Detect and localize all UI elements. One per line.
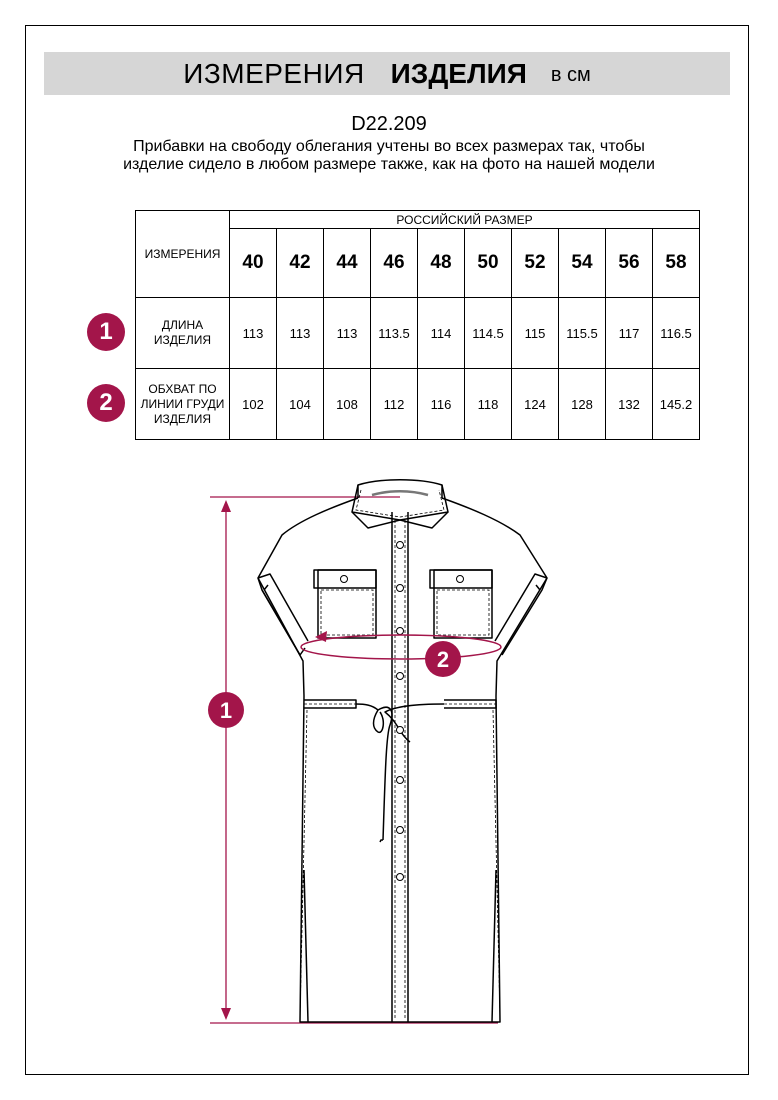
size-cell: 54 bbox=[559, 229, 606, 298]
value-cell: 102 bbox=[230, 369, 277, 440]
size-cell: 50 bbox=[465, 229, 512, 298]
value-cell: 115 bbox=[512, 298, 559, 369]
row-1-badge: 1 bbox=[87, 313, 125, 351]
value-cell: 108 bbox=[324, 369, 371, 440]
value-cell: 114.5 bbox=[465, 298, 512, 369]
value-cell: 117 bbox=[606, 298, 653, 369]
value-cell: 124 bbox=[512, 369, 559, 440]
row-label: ДЛИНА ИЗДЕЛИЯ bbox=[136, 298, 230, 369]
size-cell: 44 bbox=[324, 229, 371, 298]
value-cell: 116 bbox=[418, 369, 465, 440]
value-cell: 132 bbox=[606, 369, 653, 440]
drawing-badge-2 bbox=[425, 641, 461, 677]
measure-header: ИЗМЕРЕНИЯ bbox=[136, 211, 230, 298]
title-bold: ИЗДЕЛИЯ bbox=[390, 57, 527, 89]
value-cell: 112 bbox=[371, 369, 418, 440]
value-cell: 113 bbox=[277, 298, 324, 369]
size-cell: 46 bbox=[371, 229, 418, 298]
row-2-badge: 2 bbox=[87, 384, 125, 422]
size-group-header: РОССИЙСКИЙ РАЗМЕР bbox=[230, 211, 700, 229]
value-cell: 113 bbox=[324, 298, 371, 369]
value-cell: 113.5 bbox=[371, 298, 418, 369]
drawing-badge-2-label: 2 bbox=[436, 647, 450, 672]
drawing-badge-1 bbox=[208, 692, 244, 728]
size-cell: 56 bbox=[606, 229, 653, 298]
value-cell: 118 bbox=[465, 369, 512, 440]
value-cell: 104 bbox=[277, 369, 324, 440]
size-cell: 48 bbox=[418, 229, 465, 298]
value-cell: 115.5 bbox=[559, 298, 606, 369]
length-measure bbox=[210, 497, 498, 1023]
fit-note: Прибавки на свободу облегания учтены во всех размерах так, чтобы изделие сидело в любом размере также, как на фото на нашей модели bbox=[123, 138, 655, 173]
size-cell: 52 bbox=[512, 229, 559, 298]
dress-outline bbox=[258, 480, 547, 1022]
value-cell: 128 bbox=[559, 369, 606, 440]
size-cell: 58 bbox=[653, 229, 700, 298]
size-cell: 42 bbox=[277, 229, 324, 298]
drawing-badge-1-label: 1 bbox=[219, 698, 233, 723]
buttons bbox=[341, 542, 464, 881]
size-cell: 40 bbox=[230, 229, 277, 298]
model-code: D22.209 bbox=[351, 113, 427, 135]
row-label: ОБХВАТ ПО ЛИНИИ ГРУДИ ИЗДЕЛИЯ bbox=[136, 369, 230, 440]
value-cell: 114 bbox=[418, 298, 465, 369]
value-cell: 113 bbox=[230, 298, 277, 369]
title-unit: в см bbox=[550, 64, 591, 86]
title-main: ИЗМЕРЕНИЯ bbox=[183, 57, 365, 89]
value-cell: 145.2 bbox=[653, 369, 700, 440]
value-cell: 116.5 bbox=[653, 298, 700, 369]
